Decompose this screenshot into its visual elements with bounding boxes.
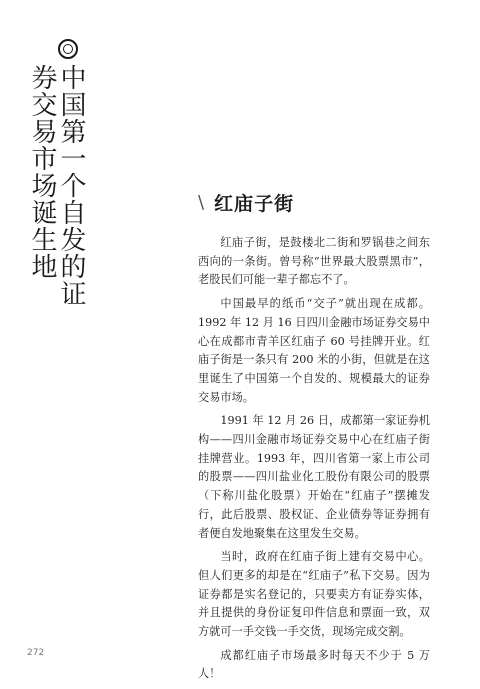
vertical-title-line-1: 中国第一个自发的证 [56, 64, 86, 307]
heading-slash-icon: \ [198, 192, 205, 213]
heading-title: 红庙子街 [214, 193, 295, 215]
circle-bullet-icon [58, 39, 78, 59]
paragraph-2: 中国最早的纸币“交子”就出现在成都。1992 年 12 月 16 日四川金融市场证券交易中心在成都市青羊区红庙子 60 号挂牌开业。红庙子街是一条只有 200 米的小街，但就是在这里诞生了中国第一个自发的、规模最大的证券交易市场。 [198, 297, 430, 404]
article-body [198, 234, 430, 689]
paragraph-5: 成都红庙子市场最多时每天不少于 5 万人！ [198, 648, 430, 681]
paragraph-4: 当时，政府在红庙子街上建有交易中心。但人们更多的却是在“红庙子”私下交易。因为证券都是实名登记的，只要卖方有证券实体，并且提供的身份证复印件信息和票面一致，双方就可一手交钱一手交货，现场完成交割。 [198, 550, 430, 639]
paragraph-3: 1991 年 12 月 26 日，成都第一家证券机构——四川金融市场证券交易中心在红庙子街挂牌营业。1993 年，四川省第一家上市公司的股票——四川盐业化工股份有限公司的股票（下称川盐化股票）开始在“红庙子”摆摊发行，此后股票、股权证、企业债券等证券拥有者便自发地聚集在这里发生交易。 [198, 414, 430, 540]
section-heading [198, 189, 294, 216]
page-number: 272 [27, 648, 45, 658]
paragraph-1: 红庙子街，是鼓楼北二街和罗锅巷之间东西向的一条街。曾号称“世界最大股票黑市”，老股民们可能一辈子都忘不了。 [198, 236, 430, 287]
vertical-title-line-2: 券交易市场诞生地 [27, 64, 57, 280]
